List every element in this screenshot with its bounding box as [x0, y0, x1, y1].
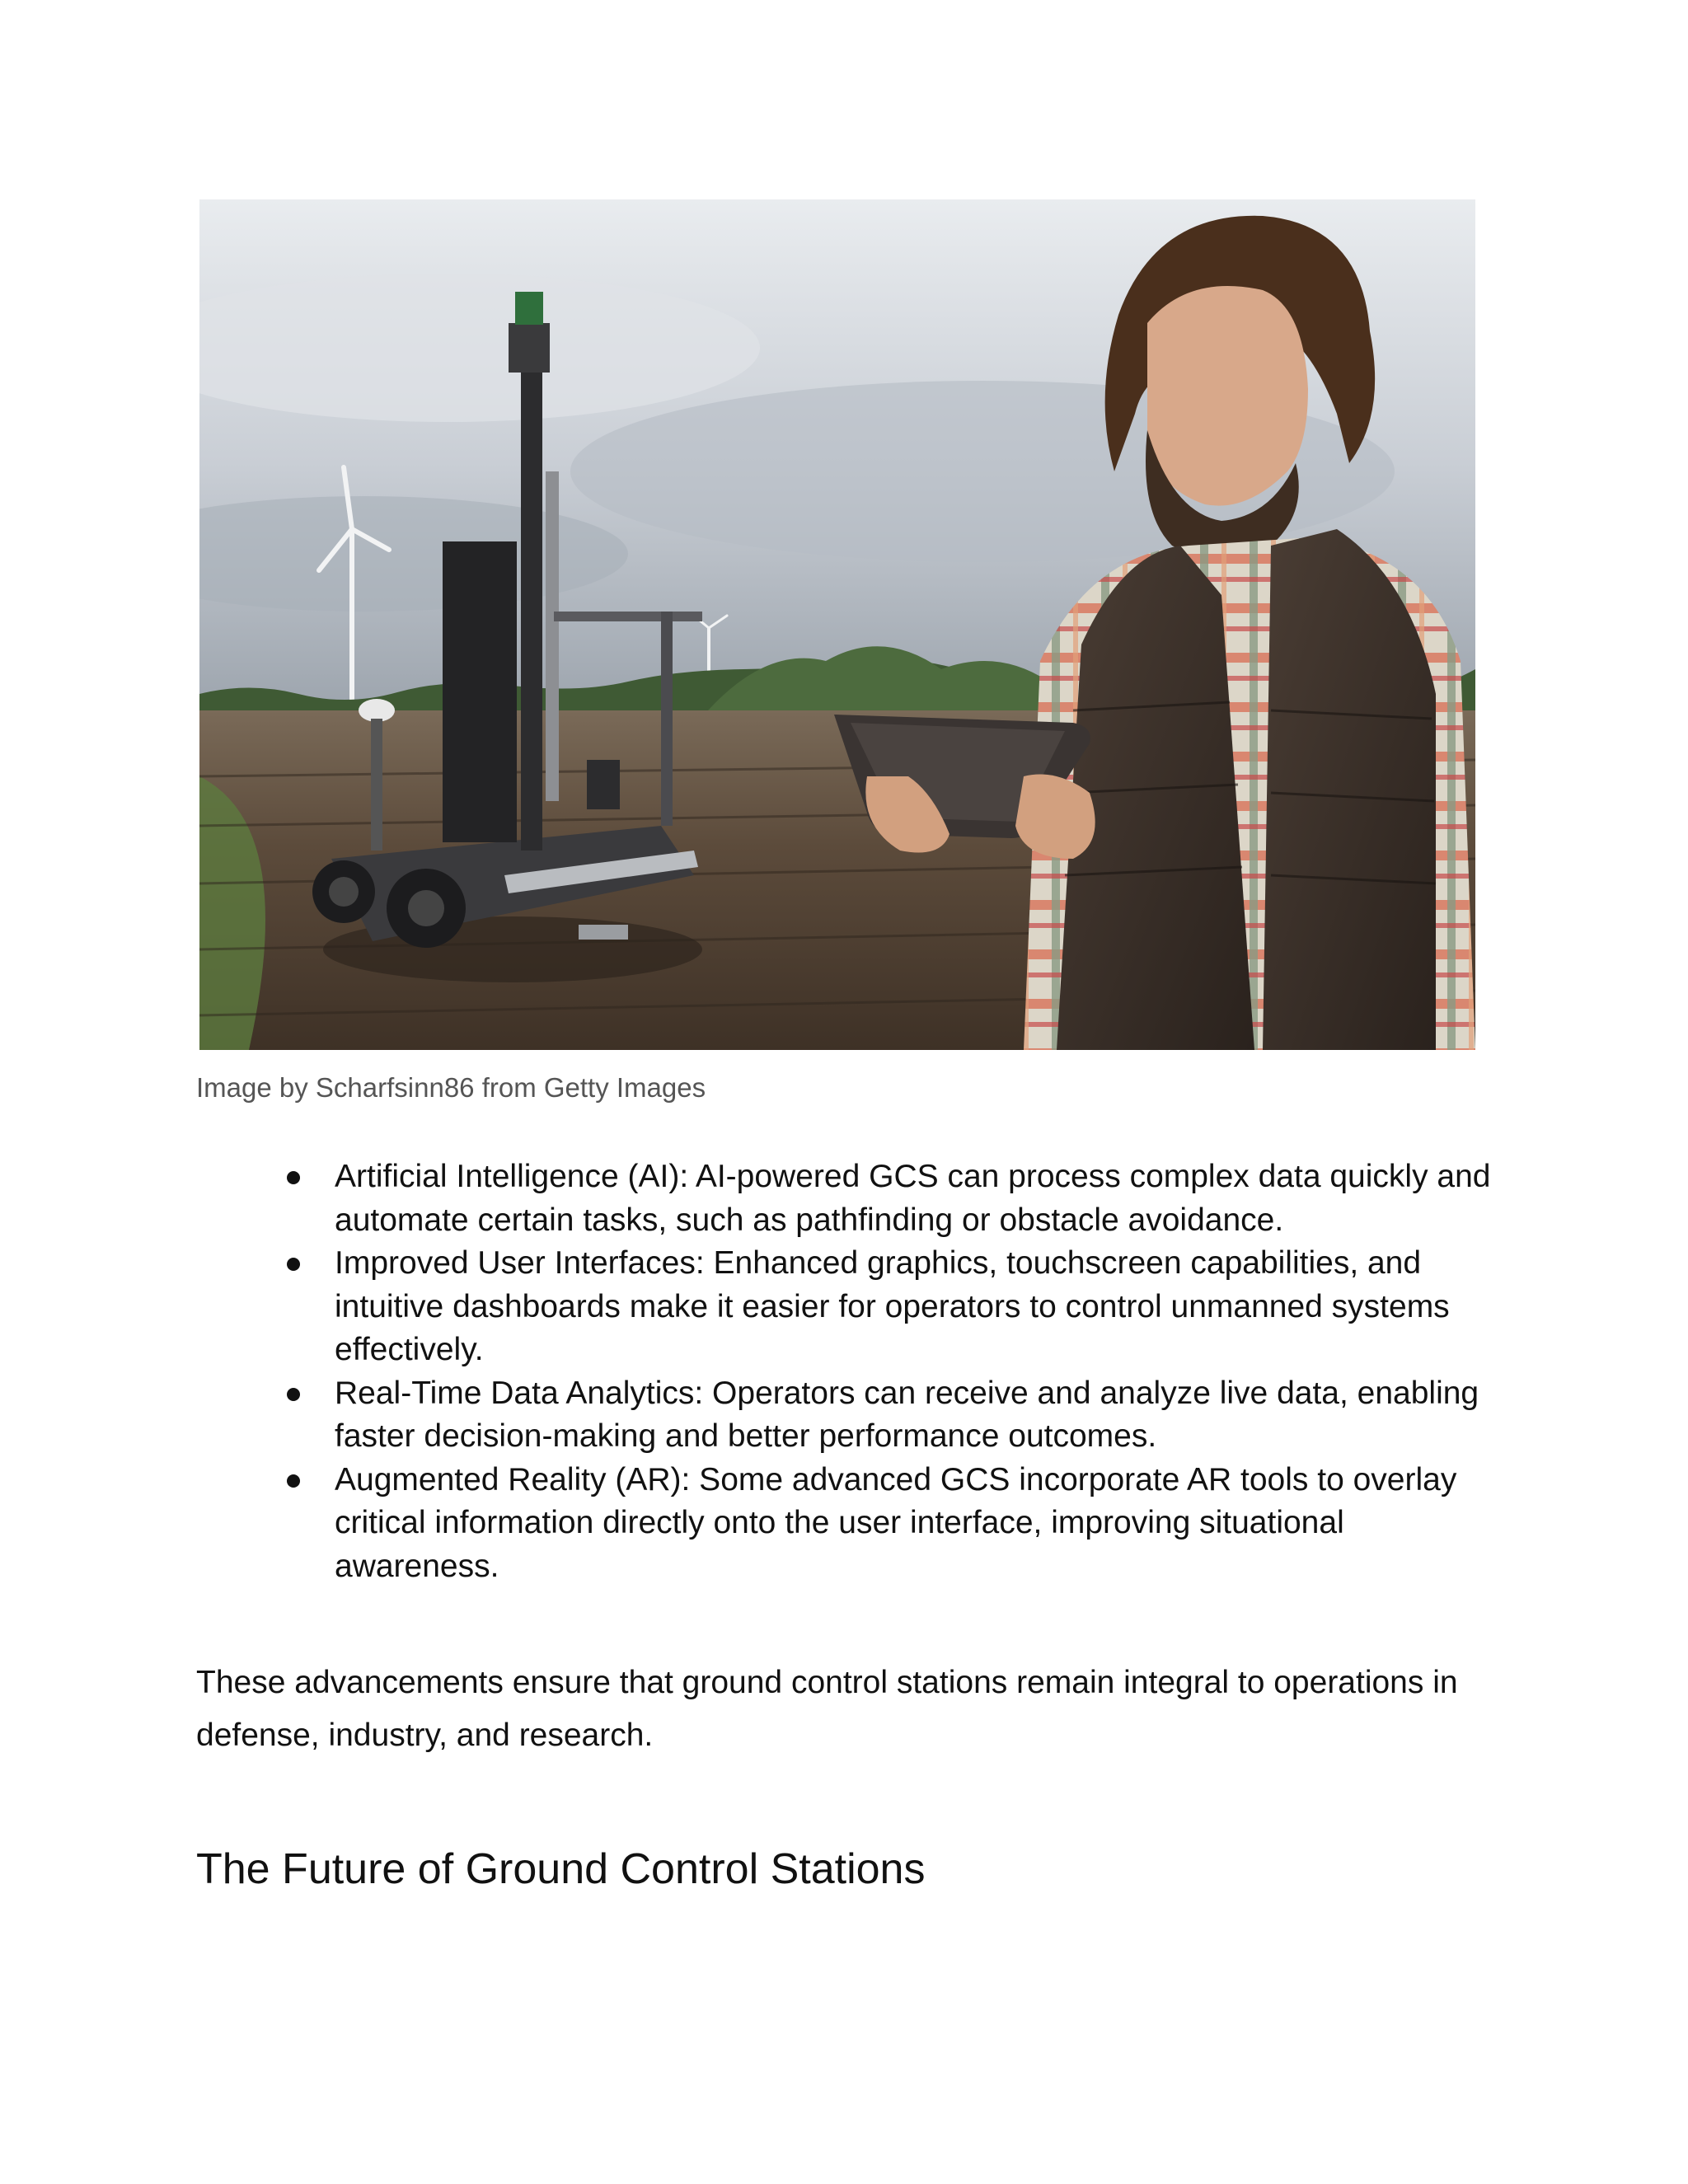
list-item-text: Augmented Reality (AR): Some advanced GCS incorporate AR tools to overlay critical information directly onto the user interface, improving situational awareness.	[335, 1461, 1457, 1584]
list-item	[280, 1242, 1492, 1372]
list-item-text: Improved User Interfaces: Enhanced graphics, touchscreen capabilities, and intuitive dashboards make it easier for operators to control unmanned systems effectively.	[335, 1245, 1450, 1367]
bullet-icon	[287, 1474, 300, 1488]
bullet-icon	[287, 1388, 300, 1401]
list-item	[280, 1459, 1492, 1589]
bullet-icon	[287, 1171, 300, 1184]
body-paragraph: These advancements ensure that ground control stations remain integral to operations in defense, industry, and research.	[196, 1665, 1458, 1753]
bullet-icon	[287, 1258, 300, 1271]
list-item	[280, 1372, 1492, 1459]
list-item	[280, 1155, 1492, 1242]
section-heading: The Future of Ground Control Stations	[196, 1845, 926, 1893]
field-robot-photo	[199, 199, 1475, 1050]
list-item-text: Real-Time Data Analytics: Operators can receive and analyze live data, enabling faster decision-making and better performance outcomes.	[335, 1375, 1479, 1454]
list-item-text: Artificial Intelligence (AI): AI-powered GCS can process complex data quickly and automate certain tasks, such as pathfinding or obstacle avoidance.	[335, 1159, 1491, 1238]
image-caption: Image by Scharfsinn86 from Getty Images	[196, 1072, 706, 1103]
features-list	[280, 1155, 1492, 1588]
